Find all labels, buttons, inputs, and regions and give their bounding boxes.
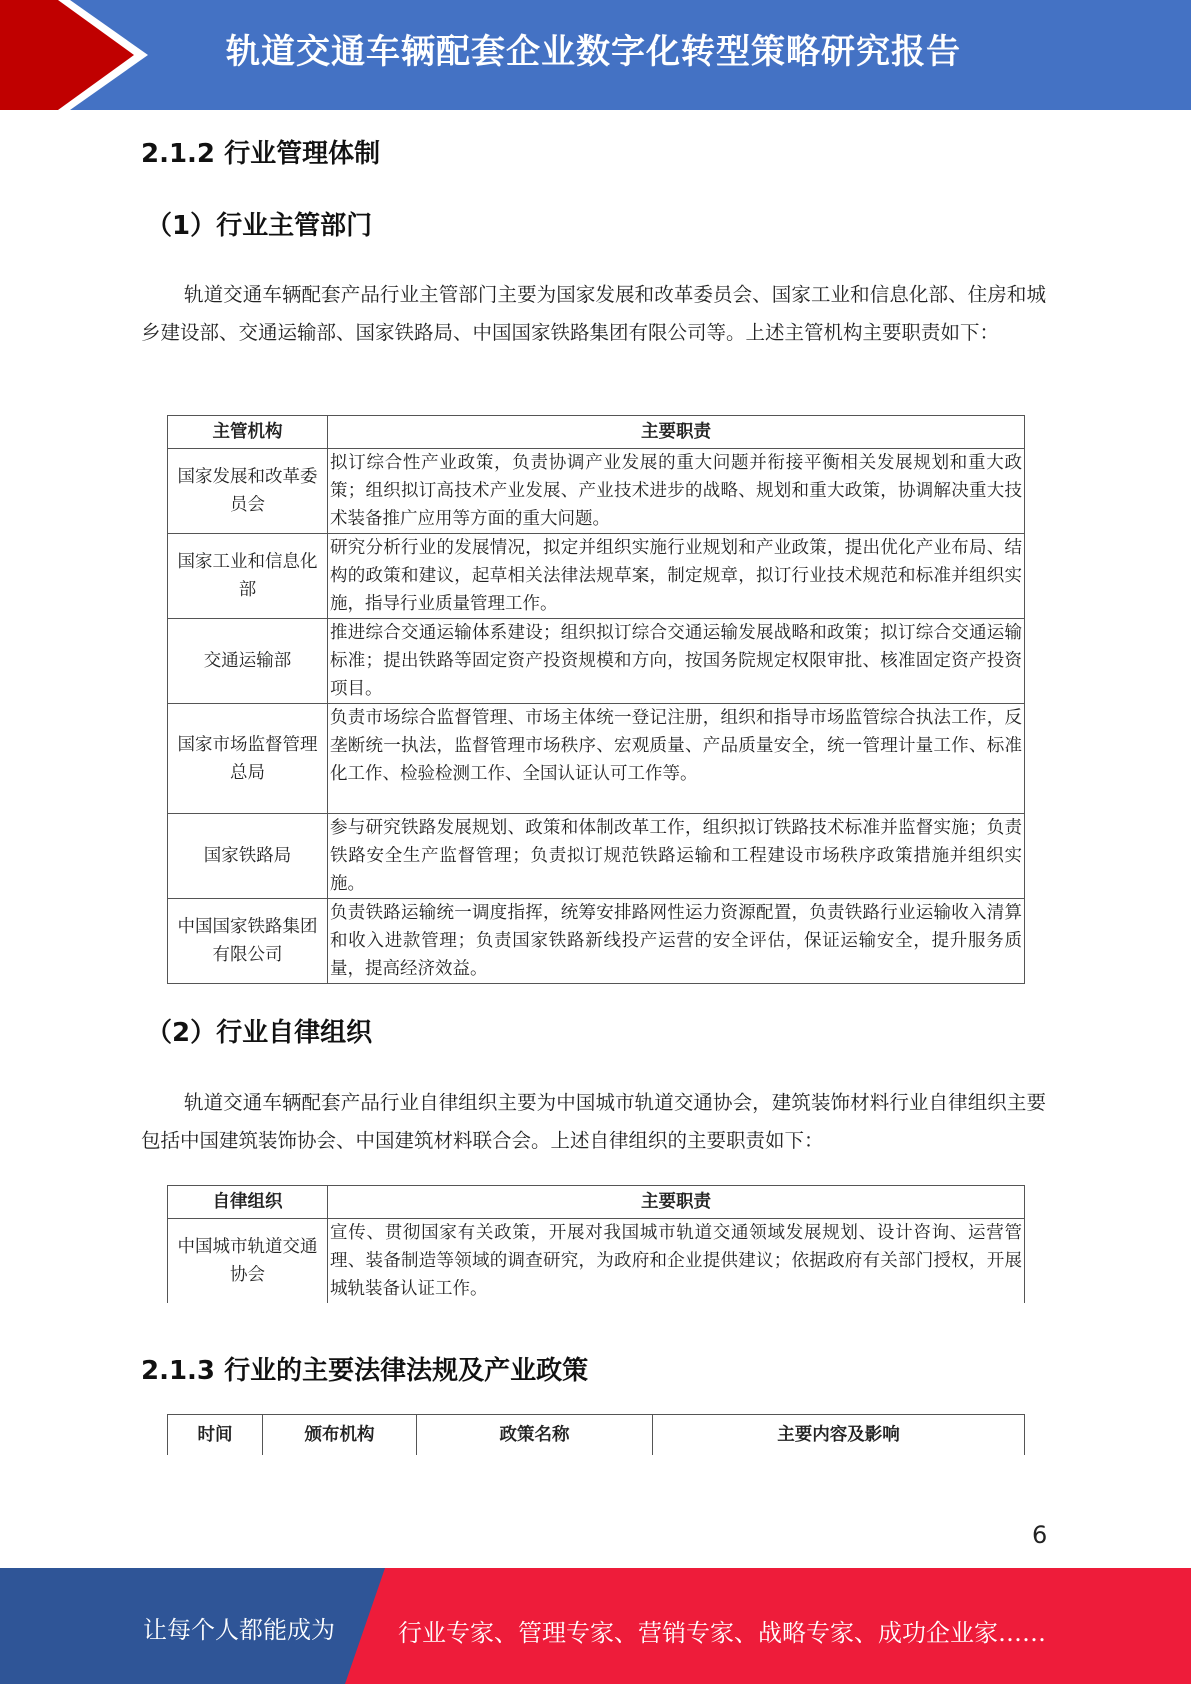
duty-cell: 参与研究铁路发展规划、政策和体制改革工作，组织拟订铁路技术标准并监督实施；负责铁路安全生产监督管理；负责拟订规范铁路运输和工程建设市场秩序政策措施并组织实施。 <box>328 814 1025 899</box>
column-header: 时间 <box>168 1415 263 1455</box>
org-cell: 中国城市轨道交通协会 <box>168 1219 328 1304</box>
paragraph-self-regulatory: 轨道交通车辆配套产品行业自律组织主要为中国城市轨道交通协会，建筑装饰材料行业自律组织主要包括中国建筑装饰协会、中国建筑材料联合会。上述自律组织的主要职责如下： <box>141 1091 1046 1152</box>
table-header-row <box>168 1415 1025 1455</box>
paragraph-authorities: 轨道交通车辆配套产品行业主管部门主要为国家发展和改革委员会、国家工业和信息化部、住房和城乡建设部、交通运输部、国家铁路局、中国国家铁路集团有限公司等。上述主管机构主要职责如下： <box>141 283 1046 344</box>
column-header: 主要职责 <box>328 1186 1025 1219</box>
org-cell: 国家发展和改革委员会 <box>168 449 328 534</box>
duty-cell: 宣传、贯彻国家有关政策，开展对我国城市轨道交通领域发展规划、设计咨询、运营管理、装备制造等领域的调查研究，为政府和企业提供建议；依据政府有关部门授权，开展城轨装备认证工作。 <box>328 1219 1025 1304</box>
table-row <box>168 449 1025 534</box>
section-heading-2-1-2: 2.1.2 行业管理体制 <box>141 139 381 169</box>
org-cell: 国家铁路局 <box>168 814 328 899</box>
column-header: 颁布机构 <box>263 1415 417 1455</box>
footer-slogan-right: 行业专家、管理专家、营销专家、战略专家、成功企业家…… <box>398 1619 1046 1647</box>
page-footer <box>0 1568 1191 1684</box>
self-regulatory-table <box>167 1185 1025 1303</box>
org-cell: 交通运输部 <box>168 619 328 704</box>
table-row <box>168 899 1025 984</box>
column-header: 自律组织 <box>168 1186 328 1219</box>
report-title: 轨道交通车辆配套企业数字化转型策略研究报告 <box>226 32 961 72</box>
org-cell: 国家工业和信息化部 <box>168 534 328 619</box>
duty-cell: 拟订综合性产业政策，负责协调产业发展的重大问题并衔接平衡相关发展规划和重大政策；组织拟订高技术产业发展、产业技术进步的战略、规划和重大政策，协调解决重大技术装备推广应用等方面的重大问题。 <box>328 449 1025 534</box>
org-cell: 国家市场监督管理总局 <box>168 704 328 814</box>
authorities-table <box>167 415 1025 984</box>
section-heading-2-1-3: 2.1.3 行业的主要法律法规及产业政策 <box>141 1356 589 1386</box>
duty-cell: 推进综合交通运输体系建设；组织拟订综合交通运输发展战略和政策；拟订综合交通运输标准；提出铁路等固定资产投资规模和方向，按国务院规定权限审批、核准固定资产投资项目。 <box>328 619 1025 704</box>
subsection-heading-2: （2）行业自律组织 <box>146 1018 373 1048</box>
table-header-row <box>168 416 1025 449</box>
table-row <box>168 1219 1025 1304</box>
table-row <box>168 534 1025 619</box>
page-header <box>0 0 1191 110</box>
column-header: 主管机构 <box>168 416 328 449</box>
duty-cell: 负责市场综合监督管理、市场主体统一登记注册，组织和指导市场监管综合执法工作，反垄断统一执法，监督管理市场秩序、宏观质量、产品质量安全，统一管理计量工作、标准化工作、检验检测工作、全国认证认可工作等。 <box>328 704 1025 814</box>
duty-cell: 研究分析行业的发展情况，拟定并组织实施行业规划和产业政策，提出优化产业布局、结构的政策和建议，起草相关法律法规草案，制定规章，拟订行业技术规范和标准并组织实施，指导行业质量管理工作。 <box>328 534 1025 619</box>
page-number: 6 <box>1032 1521 1048 1549</box>
table-row <box>168 704 1025 814</box>
subsection-heading-1: （1）行业主管部门 <box>146 211 373 241</box>
duty-cell: 负责铁路运输统一调度指挥，统筹安排路网性运力资源配置，负责铁路行业运输收入清算和收入进款管理；负责国家铁路新线投产运营的安全评估，保证运输安全，提升服务质量，提高经济效益。 <box>328 899 1025 984</box>
table-header-row <box>168 1186 1025 1219</box>
table-row <box>168 814 1025 899</box>
column-header: 主要职责 <box>328 416 1025 449</box>
column-header: 主要内容及影响 <box>653 1415 1025 1455</box>
table-row <box>168 619 1025 704</box>
column-header: 政策名称 <box>417 1415 653 1455</box>
footer-slogan-left: 让每个人都能成为 <box>143 1616 335 1644</box>
policy-table <box>167 1414 1025 1455</box>
org-cell: 中国国家铁路集团有限公司 <box>168 899 328 984</box>
